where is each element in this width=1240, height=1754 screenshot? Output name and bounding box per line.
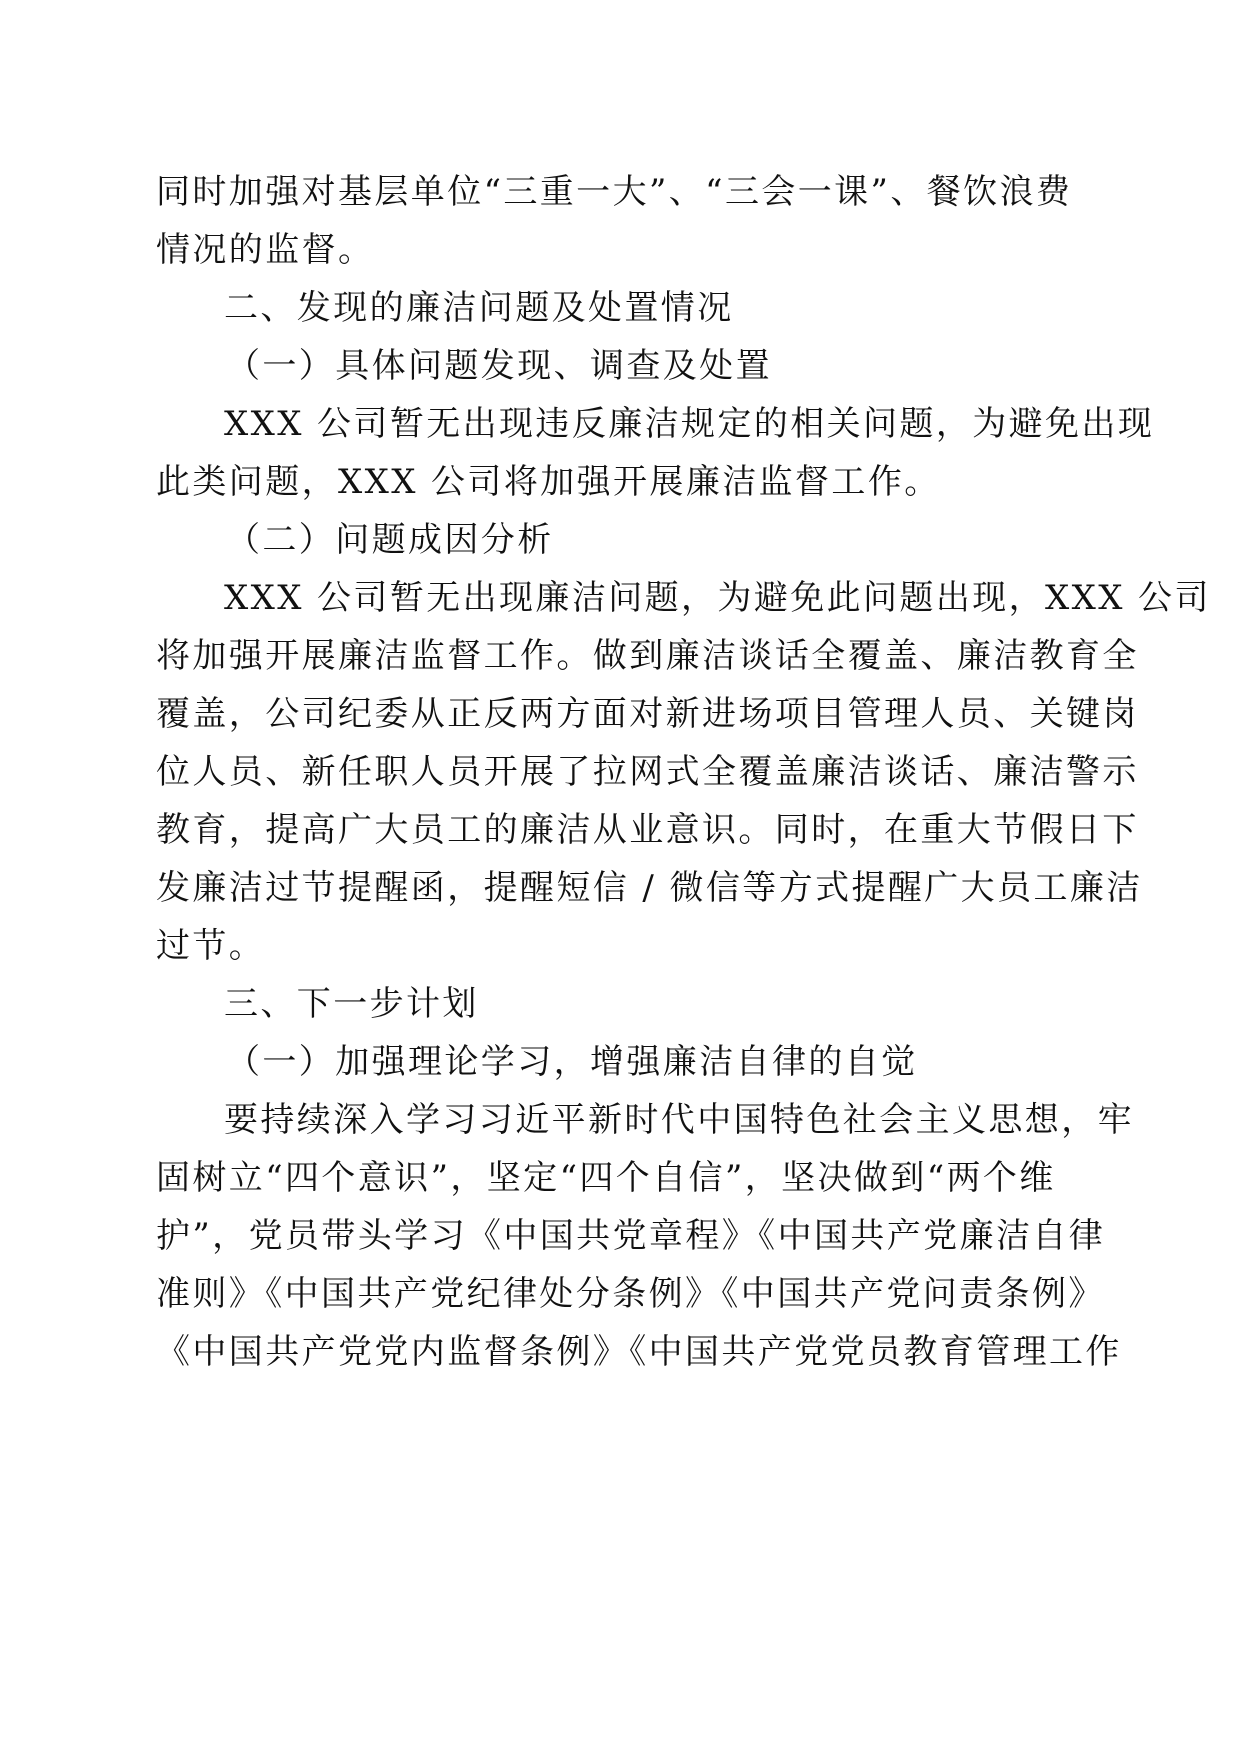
body-text-line: XXX 公司暂无出现违反廉洁规定的相关问题，为避免出现 [224, 404, 1155, 444]
body-text-line: 准则》《中国共产党纪律处分条例》《中国共产党问责条例》 [156, 1274, 1105, 1314]
body-text-line: 护”，党员带头学习《中国共党章程》《中国共产党廉洁自律 [156, 1216, 1106, 1256]
body-text-line: 固树立“四个意识”，坚定“四个自信”，坚决做到“两个维 [156, 1158, 1056, 1198]
body-text-line: 教育，提高广大员工的廉洁从业意识。同时，在重大节假日下 [156, 810, 1139, 850]
body-text-line: 要持续深入学习习近平新时代中国特色社会主义思想，牢 [224, 1100, 1134, 1140]
body-text-line: 过节。 [156, 926, 266, 966]
body-text-line: XXX 公司暂无出现廉洁问题，为避免此问题出现，XXX 公司 [224, 578, 1211, 618]
subsection-heading: （二）问题成因分析 [226, 520, 554, 560]
body-text-line: 同时加强对基层单位“三重一大”、“三会一课”、餐饮浪费 [156, 172, 1073, 212]
body-text-line: 发廉洁过节提醒函，提醒短信 / 微信等方式提醒广大员工廉洁 [156, 868, 1143, 908]
section-heading: 二、发现的廉洁问题及处置情况 [224, 288, 734, 328]
body-text-line: 覆盖，公司纪委从正反两方面对新进场项目管理人员、关键岗 [156, 694, 1139, 734]
body-text-line: 将加强开展廉洁监督工作。做到廉洁谈话全覆盖、廉洁教育全 [156, 636, 1139, 676]
body-text-line: 位人员、新任职人员开展了拉网式全覆盖廉洁谈话、廉洁警示 [156, 752, 1139, 792]
subsection-heading: （一）加强理论学习，增强廉洁自律的自觉 [226, 1042, 918, 1082]
body-text-line: 此类问题，XXX 公司将加强开展廉洁监督工作。 [156, 462, 941, 502]
body-text-line: 情况的监督。 [156, 230, 375, 270]
body-text-line: 《中国共产党党内监督条例》《中国共产党党员教育管理工作 [156, 1332, 1122, 1372]
section-heading: 三、下一步计划 [224, 984, 479, 1024]
subsection-heading: （一）具体问题发现、调查及处置 [226, 346, 772, 386]
